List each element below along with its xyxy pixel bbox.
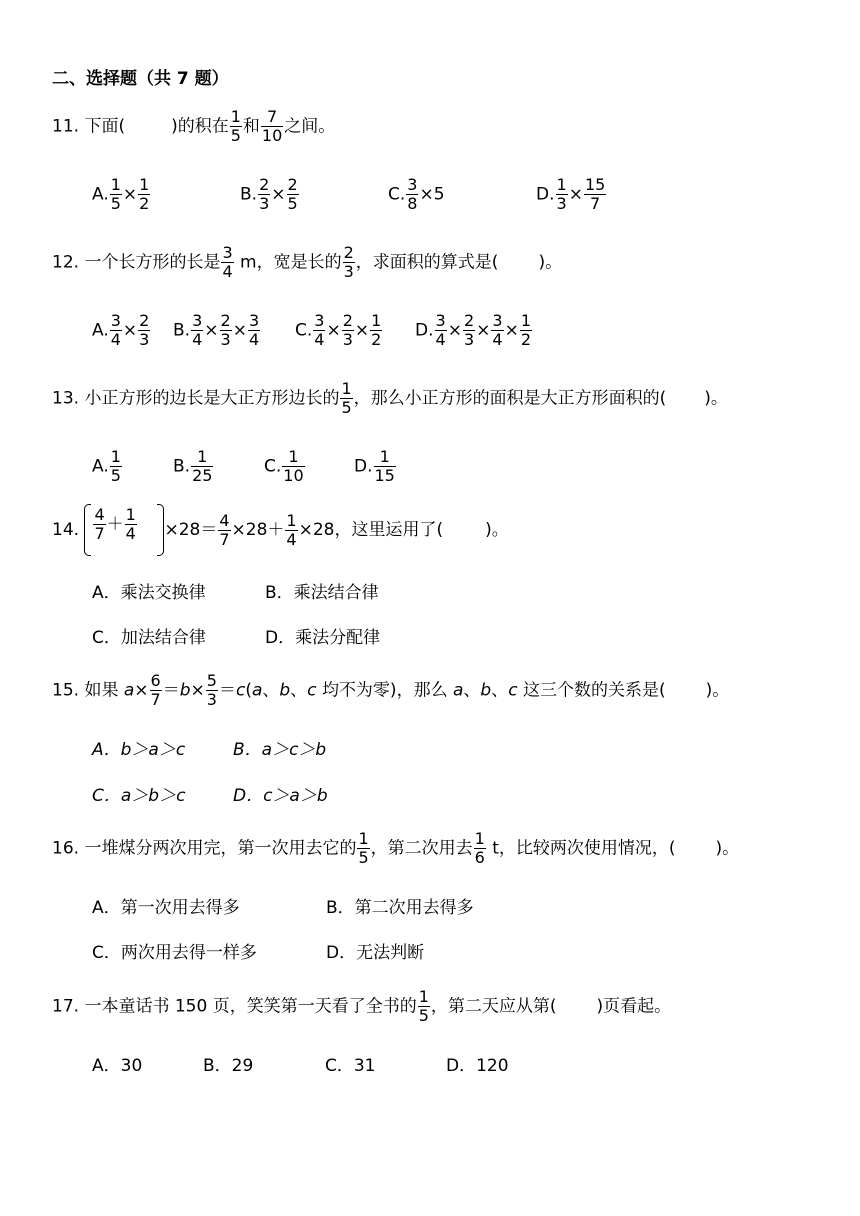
question-number: 14. <box>52 520 80 540</box>
question-number: 11. <box>52 116 80 137</box>
question-text: ，第二天应从第( <box>430 996 557 1017</box>
question-text: m，宽是长的 <box>234 252 342 273</box>
fraction: $\frac{4}{7}$ <box>219 510 230 549</box>
option-a[interactable]: A．第一次用去得多 <box>92 898 240 918</box>
question-16 <box>52 830 739 867</box>
option-c[interactable]: C．a＞b＞c <box>92 786 186 806</box>
question-text: )。 <box>715 838 740 859</box>
question-14: 14. $\frac{4}{7}$ ＋ $\frac{1}{4}$ ×28＝ $\frac{4}{7}$ ×28＋ $\frac{1}{4}$ ×28，这里运用了( )。 <box>52 504 509 556</box>
option-a[interactable]: A. $\frac{3}{4}$ × $\frac{2}{3}$ <box>92 311 150 349</box>
question-number: 12. <box>52 252 80 273</box>
fraction: $\frac{1}{5}$ <box>341 379 352 417</box>
fraction: $\frac{3}{4}$ <box>222 243 233 281</box>
fraction: $\frac{1}{5}$ <box>418 987 429 1025</box>
question-text: 如果 <box>84 680 119 701</box>
question-text: )的积在 <box>171 116 229 137</box>
question-13 <box>52 380 728 417</box>
option-c[interactable]: C．两次用去得一样多 <box>92 943 257 963</box>
option-b[interactable]: B．29 <box>203 1056 254 1076</box>
option-d[interactable]: D．c＞a＞b <box>233 786 328 806</box>
question-text: ，求面积的算式是( <box>355 252 499 273</box>
fraction: $\frac{1}{5}$ <box>358 829 369 867</box>
option-b[interactable]: B．第二次用去得多 <box>326 898 474 918</box>
question-text: )。 <box>704 388 728 409</box>
question-12 <box>52 244 562 281</box>
fraction: $\frac{1}{5}$ <box>230 107 241 145</box>
question-text: )。 <box>538 252 563 273</box>
question-15: 15. 如果 a× $\frac{6}{7}$ ＝b× $\frac{5}{3}$ ＝c(a、b、c 均不为零)，那么 a、b、c 这三个数的关系是( )。 <box>52 671 730 709</box>
question-number: 17. <box>52 996 80 1017</box>
question-text: t，比较两次使用情况，( <box>486 838 676 859</box>
option-d[interactable]: D．无法判断 <box>326 943 425 963</box>
option-d[interactable]: D．乘法分配律 <box>265 628 381 648</box>
option-b[interactable]: B. $\frac{3}{4}$ × $\frac{2}{3}$ × $\frac{3}{4}$ <box>173 311 260 349</box>
option-b[interactable]: B．乘法结合律 <box>265 583 379 603</box>
option-a[interactable]: A. $\frac{1}{5}$ × $\frac{1}{2}$ <box>92 175 150 213</box>
question-text: 一堆煤分两次用完，第一次用去它的 <box>84 838 357 859</box>
option-b[interactable]: B．a＞c＞b <box>233 740 327 760</box>
option-b[interactable]: B. $\frac{1}{25}$ <box>173 447 213 485</box>
question-text: ，这里运用了( <box>334 520 444 540</box>
option-d[interactable]: D．120 <box>446 1056 509 1076</box>
question-number: 15. <box>52 680 80 701</box>
option-d[interactable]: D. $\frac{1}{15}$ <box>354 447 395 485</box>
fraction: $\frac{7}{10}$ <box>261 107 283 145</box>
fraction: $\frac{1}{6}$ <box>474 829 485 867</box>
option-a[interactable]: A．b＞a＞c <box>92 740 186 760</box>
option-a[interactable]: A．乘法交换律 <box>92 583 206 603</box>
parenthesized-sum: $\frac{4}{7}$ ＋ $\frac{1}{4}$ <box>84 504 164 556</box>
question-text: 小正方形的边长是大正方形边长的 <box>84 388 340 409</box>
question-text: )页看起。 <box>596 996 672 1017</box>
section-title: 二、选择题（共 7 题） <box>52 69 229 89</box>
option-c[interactable]: C．加法结合律 <box>92 628 206 648</box>
question-text: 一个长方形的长是 <box>84 252 221 273</box>
question-text: 一本童话书 150 页，笑笑第一天看了全书的 <box>84 996 417 1017</box>
option-d[interactable]: D. $\frac{3}{4}$ × $\frac{2}{3}$ × $\frac{3}{4}$ × $\frac{1}{2}$ <box>415 311 531 349</box>
option-b[interactable]: B. $\frac{2}{3}$ × $\frac{2}{5}$ <box>240 175 298 213</box>
question-text: ，第二次用去 <box>370 838 473 859</box>
question-number: 16. <box>52 838 80 859</box>
question-11 <box>52 108 335 145</box>
option-c[interactable]: C. $\frac{3}{4}$ × $\frac{2}{3}$ × $\frac{1}{2}$ <box>295 311 382 349</box>
fraction: $\frac{2}{3}$ <box>343 243 354 281</box>
question-17 <box>52 988 671 1025</box>
fraction: $\frac{1}{4}$ <box>286 510 297 549</box>
question-text: 和 <box>242 116 260 137</box>
question-text: 下面( <box>84 116 126 137</box>
option-c[interactable]: C. $\frac{1}{10}$ <box>264 447 304 485</box>
question-text: 之间。 <box>284 116 336 137</box>
question-number: 13. <box>52 388 80 409</box>
option-d[interactable]: D. $\frac{1}{3}$ × $\frac{15}{7}$ <box>536 175 606 213</box>
option-a[interactable]: A．30 <box>92 1056 143 1076</box>
option-c[interactable]: C．31 <box>325 1056 376 1076</box>
option-a[interactable]: A. $\frac{1}{5}$ <box>92 447 121 485</box>
question-text: )。 <box>485 520 509 540</box>
question-text: ，那么小正方形的面积是大正方形面积的( <box>353 388 667 409</box>
option-c[interactable]: C. $\frac{3}{8}$ ×5 <box>388 175 445 213</box>
